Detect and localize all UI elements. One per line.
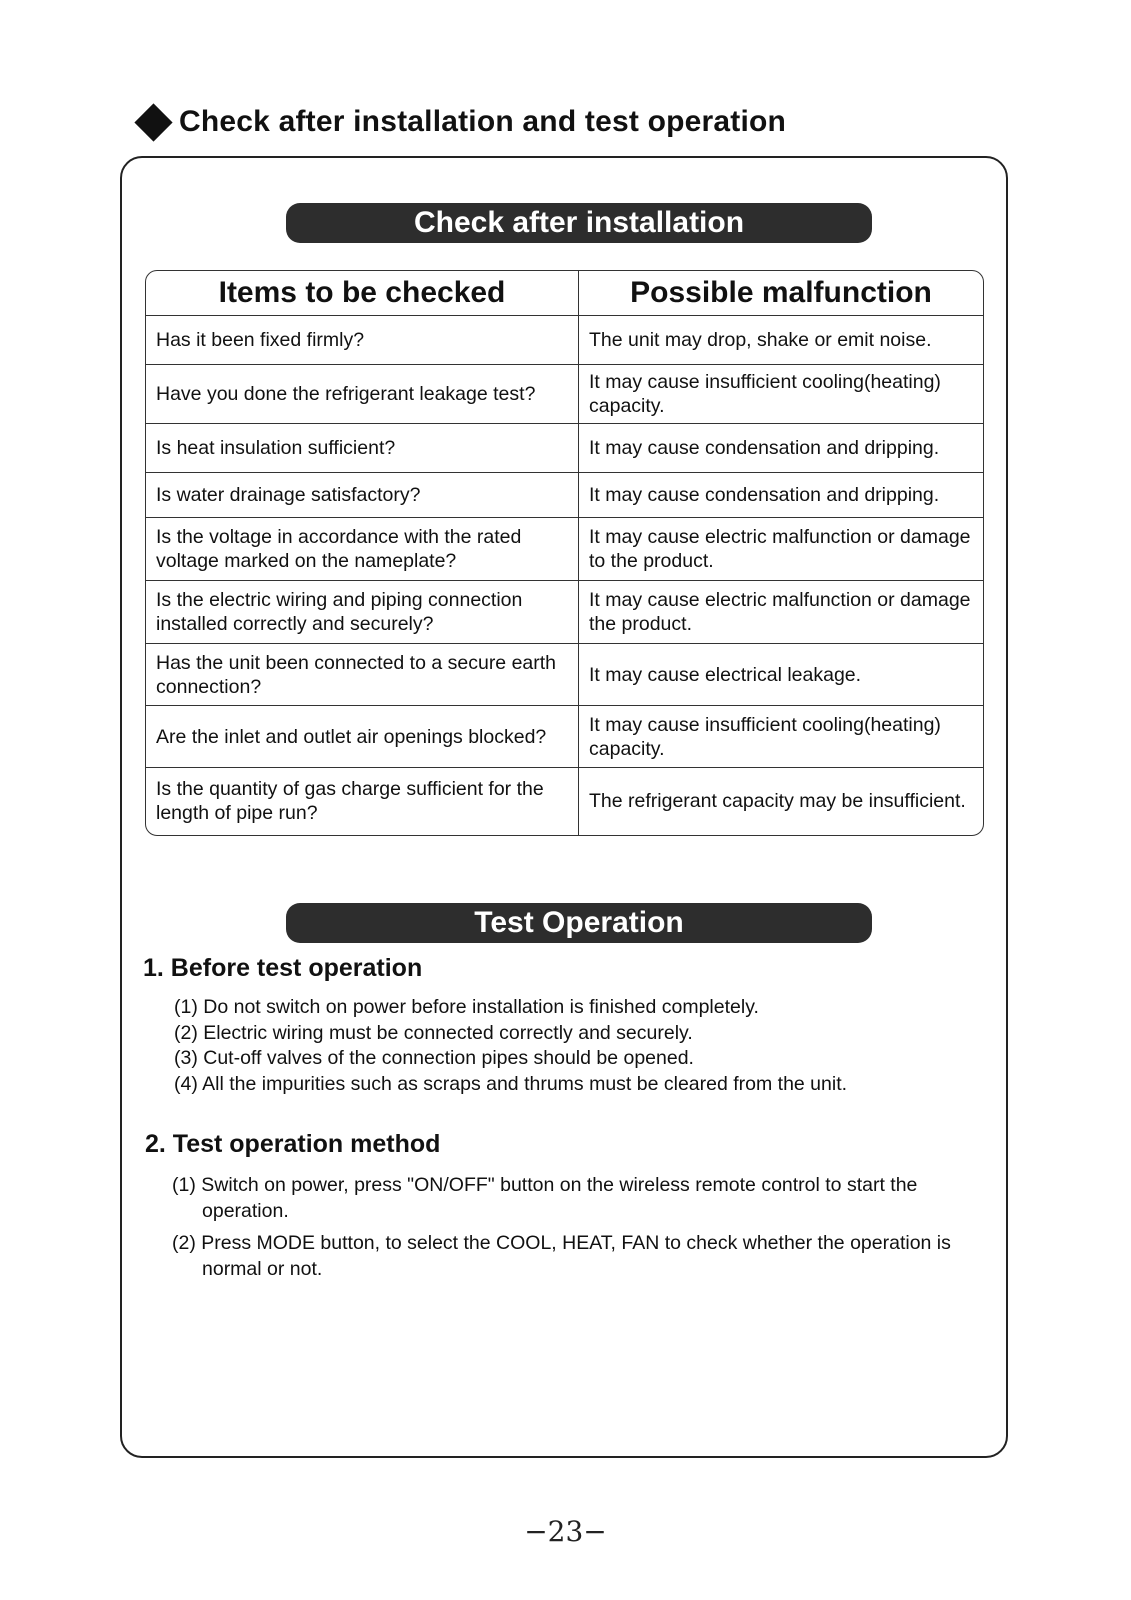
item-cell: Is the quantity of gas charge sufficient for the length of pipe run? xyxy=(146,768,579,835)
item-cell: Is the electric wiring and piping connection installed correctly and securely? xyxy=(146,581,579,644)
malfunction-cell: It may cause insufficient cooling(heating) capacity. xyxy=(579,365,984,424)
malfunction-cell: The refrigerant capacity may be insufficient. xyxy=(589,790,966,813)
item-cell: Have you done the refrigerant leakage test? xyxy=(146,365,579,424)
malfunction-cell: It may cause condensation and dripping. xyxy=(579,424,984,473)
table-row xyxy=(146,644,983,706)
table-row xyxy=(146,473,983,518)
malfunction-cell: It may cause electric malfunction or damage the product. xyxy=(579,581,984,644)
table-row xyxy=(146,518,983,581)
table-row xyxy=(146,365,983,424)
malfunction-cell: It may cause electrical leakage. xyxy=(579,644,984,706)
list-item: (3) Cut-off valves of the connection pipes should be opened. xyxy=(174,1047,694,1069)
before-test-operation-title: 1. Before test operation xyxy=(143,954,423,982)
malfunction-cell: It may cause insufficient cooling(heating) capacity. xyxy=(579,706,984,768)
check-table xyxy=(145,270,984,836)
page-number: −23− xyxy=(524,1515,607,1548)
malfunction-cell: It may cause electric malfunction or damage to the product. xyxy=(579,518,984,581)
test-operation-banner: Test Operation xyxy=(286,903,872,943)
table-row xyxy=(146,581,983,644)
table-header-row xyxy=(146,271,983,316)
list-item: (2) Press MODE button, to select the COOL, HEAT, FAN to check whether the operation is normal or not. xyxy=(172,1232,951,1280)
table-row xyxy=(146,316,983,365)
list-item: (4) All the impurities such as scraps and thrums must be cleared from the unit. xyxy=(174,1072,848,1095)
table-row xyxy=(146,768,983,835)
list-item: (2) Electric wiring must be connected correctly and securely. xyxy=(174,1021,693,1044)
test-operation-method-title: 2. Test operation method xyxy=(145,1130,441,1158)
page-heading xyxy=(134,100,786,144)
item-cell: Is the voltage in accordance with the rated voltage marked on the nameplate? xyxy=(146,518,579,581)
table-row xyxy=(146,706,983,768)
page-title: Check after installation and test operation xyxy=(179,105,787,138)
test-method-list xyxy=(172,1172,1002,1288)
list-item: (1) Switch on power, press "ON/OFF" button on the wireless remote control to start the operation. xyxy=(172,1174,918,1222)
malfunction-cell: The unit may drop, shake or emit noise. xyxy=(579,316,984,365)
header-items-to-be-checked: Items to be checked xyxy=(146,271,579,316)
item-cell: Is water drainage satisfactory? xyxy=(146,473,579,518)
before-test-list xyxy=(174,995,847,1097)
item-cell: Are the inlet and outlet air openings blocked? xyxy=(146,706,579,768)
check-after-installation-banner: Check after installation xyxy=(286,203,872,243)
malfunction-cell: It may cause condensation and dripping. xyxy=(579,473,984,518)
diamond-bullet-icon xyxy=(134,103,172,141)
item-cell: Has the unit been connected to a secure earth connection? xyxy=(146,644,579,706)
header-possible-malfunction: Possible malfunction xyxy=(579,271,984,316)
table-row xyxy=(146,424,983,473)
item-cell: Has it been fixed firmly? xyxy=(146,316,579,365)
list-item: (1) Do not switch on power before installation is finished completely. xyxy=(174,996,759,1018)
item-cell: Is heat insulation sufficient? xyxy=(146,424,579,473)
